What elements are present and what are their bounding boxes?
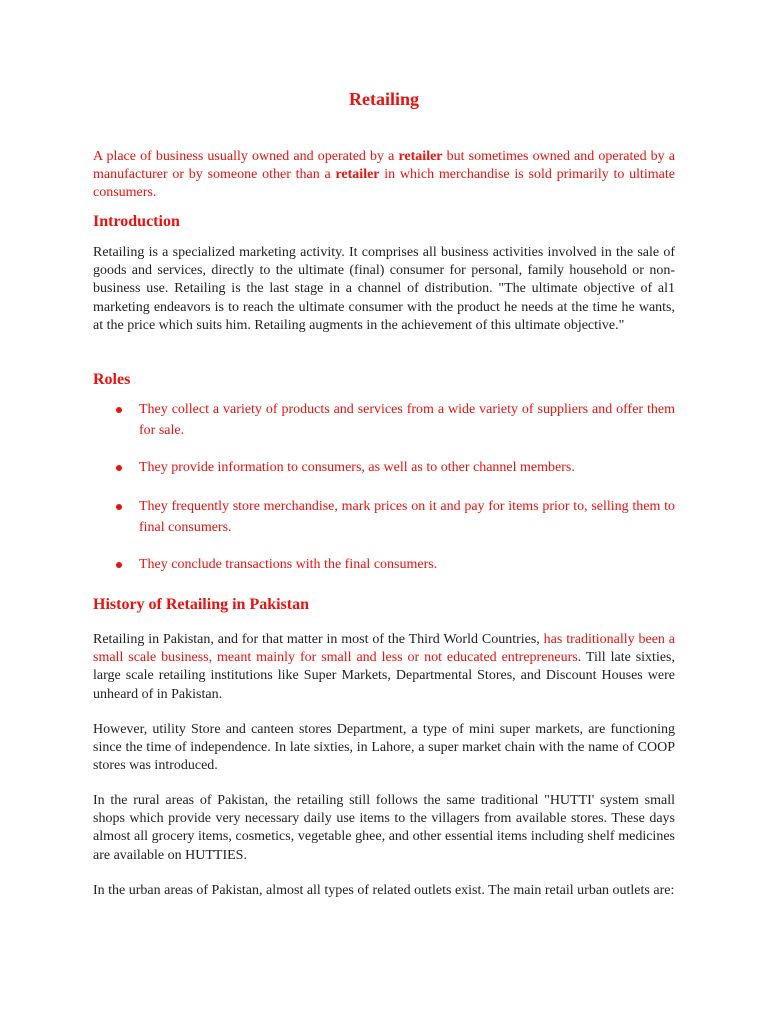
list-item-text: They conclude transactions with the final consumers. [139, 557, 438, 572]
definition-bold-2: retailer [335, 167, 380, 183]
history-p1-highlight: has traditionally been a small scale business, meant mainly for small and less or not educated entrepreneurs [93, 632, 676, 666]
list-item-text: They provide information to consumers, as well as to other channel members. [139, 460, 575, 475]
definition-text-1: A place of business usually owned and operated by a [93, 149, 399, 164]
definition-paragraph [93, 148, 675, 203]
history-heading: History of Retailing in Pakistan [93, 596, 310, 613]
bullet-icon [116, 407, 122, 413]
history-paragraph-2: However, utility Store and canteen stores Department, a type of mini super markets, are functioning since the time of independence. In late sixties, in Lahore, a super market chain with the name of COOP stores was introduced. [93, 722, 675, 774]
definition-text-2: but sometimes owned and operated by a manufacturer or by someone other than a [93, 149, 675, 183]
introduction-heading: Introduction [93, 213, 180, 230]
list-item-text: They frequently store merchandise, mark prices on it and pay for items prior to, selling them to final consumers. [139, 499, 675, 535]
history-p1-text-1: Retailing in Pakistan, and for that matter in most of the Third World Countries, [93, 632, 544, 647]
history-p1-text-2: . Till late sixties, large scale retailing institutions like Super Markets, Departmental Stores, and Discount Houses were unheard of in Pakistan. [93, 650, 675, 702]
history-paragraph-4: In the urban areas of Pakistan, almost all types of related outlets exist. The main retail urban outlets are: [93, 883, 675, 898]
introduction-paragraph: Retailing is a specialized marketing activity. It comprises all business activities involved in the sale of goods and services, directly to the ultimate (final) consumer for personal, family household or non-business use. Retailing is the last stage in a channel of distribution. "The ultimate objective of al1 marketing endeavors is to reach the ultimate consumer with the product he needs at the time he wants, at the price which suits him. Retailing augments in the achievement of this ultimate objective." [93, 245, 675, 333]
bullet-icon [116, 562, 122, 568]
list-item-text: They collect a variety of products and services from a wide variety of suppliers and offer them for sale. [139, 402, 675, 438]
roles-heading: Roles [93, 371, 131, 388]
page-title: Retailing [349, 89, 419, 109]
definition-bold-1: retailer [398, 149, 443, 164]
history-paragraph-1 [93, 631, 675, 704]
history-paragraph-3: In the rural areas of Pakistan, the retailing still follows the same traditional "HUTTI' system small shops which provide very necessary daily use items to the villagers from available stores. These days almost all grocery items, cosmetics, vegetable ghee, and other essential items including shelf medicines are available on HUTTIES. [93, 793, 675, 863]
definition-text-3: in which merchandise is sold primarily to ultimate consumers. [93, 167, 675, 201]
bullet-icon [116, 504, 122, 510]
bullet-icon [116, 465, 122, 471]
